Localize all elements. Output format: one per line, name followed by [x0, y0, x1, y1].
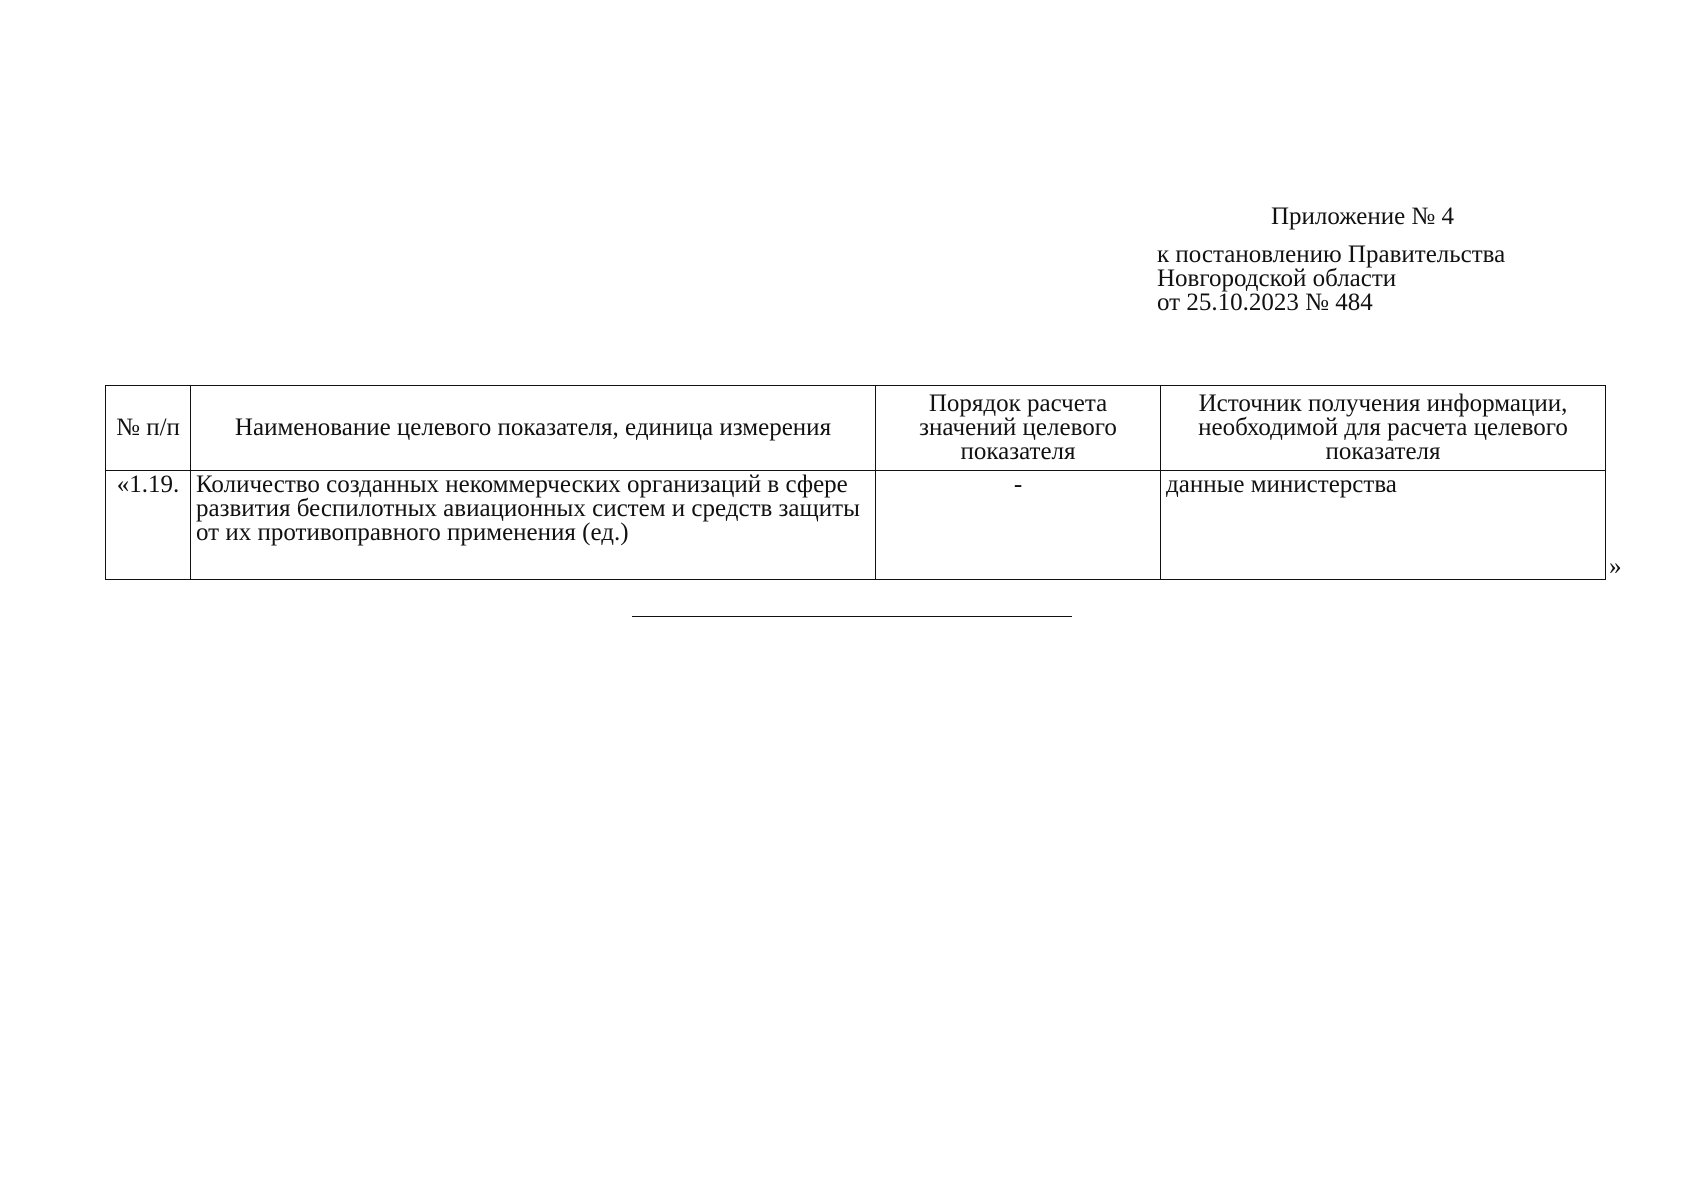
end-divider-line [632, 616, 1072, 617]
appendix-title: Приложение № 4 [1271, 203, 1455, 230]
indicators-table [105, 385, 1606, 580]
resolution-line: к постановлению Правительства [1157, 241, 1506, 268]
column-header-calculation-method: Порядок расчета значений целевого показателя [876, 386, 1161, 471]
resolution-date-number: от 25.10.2023 № 484 [1157, 289, 1373, 316]
row-number: «1.19. [106, 471, 191, 580]
resolution-reference [1157, 243, 1505, 315]
table-header-row [106, 386, 1606, 471]
closing-quote: » [1609, 553, 1622, 580]
table-row [106, 471, 1606, 580]
information-source: данные министерства [1161, 471, 1606, 580]
column-header-information-source: Источник получения информации, необходимой для расчета целевого показателя [1161, 386, 1606, 471]
calculation-method: - [876, 471, 1161, 580]
resolution-line: Новгородской области [1157, 265, 1397, 292]
column-header-indicator-name: Наименование целевого показателя, единица измерения [191, 386, 876, 471]
column-header-number: № п/п [106, 386, 191, 471]
indicator-name: Количество созданных некоммерческих организаций в сфере развития беспилотных авиационных систем и средств защиты от их противоправного применения (ед.) [191, 471, 876, 580]
